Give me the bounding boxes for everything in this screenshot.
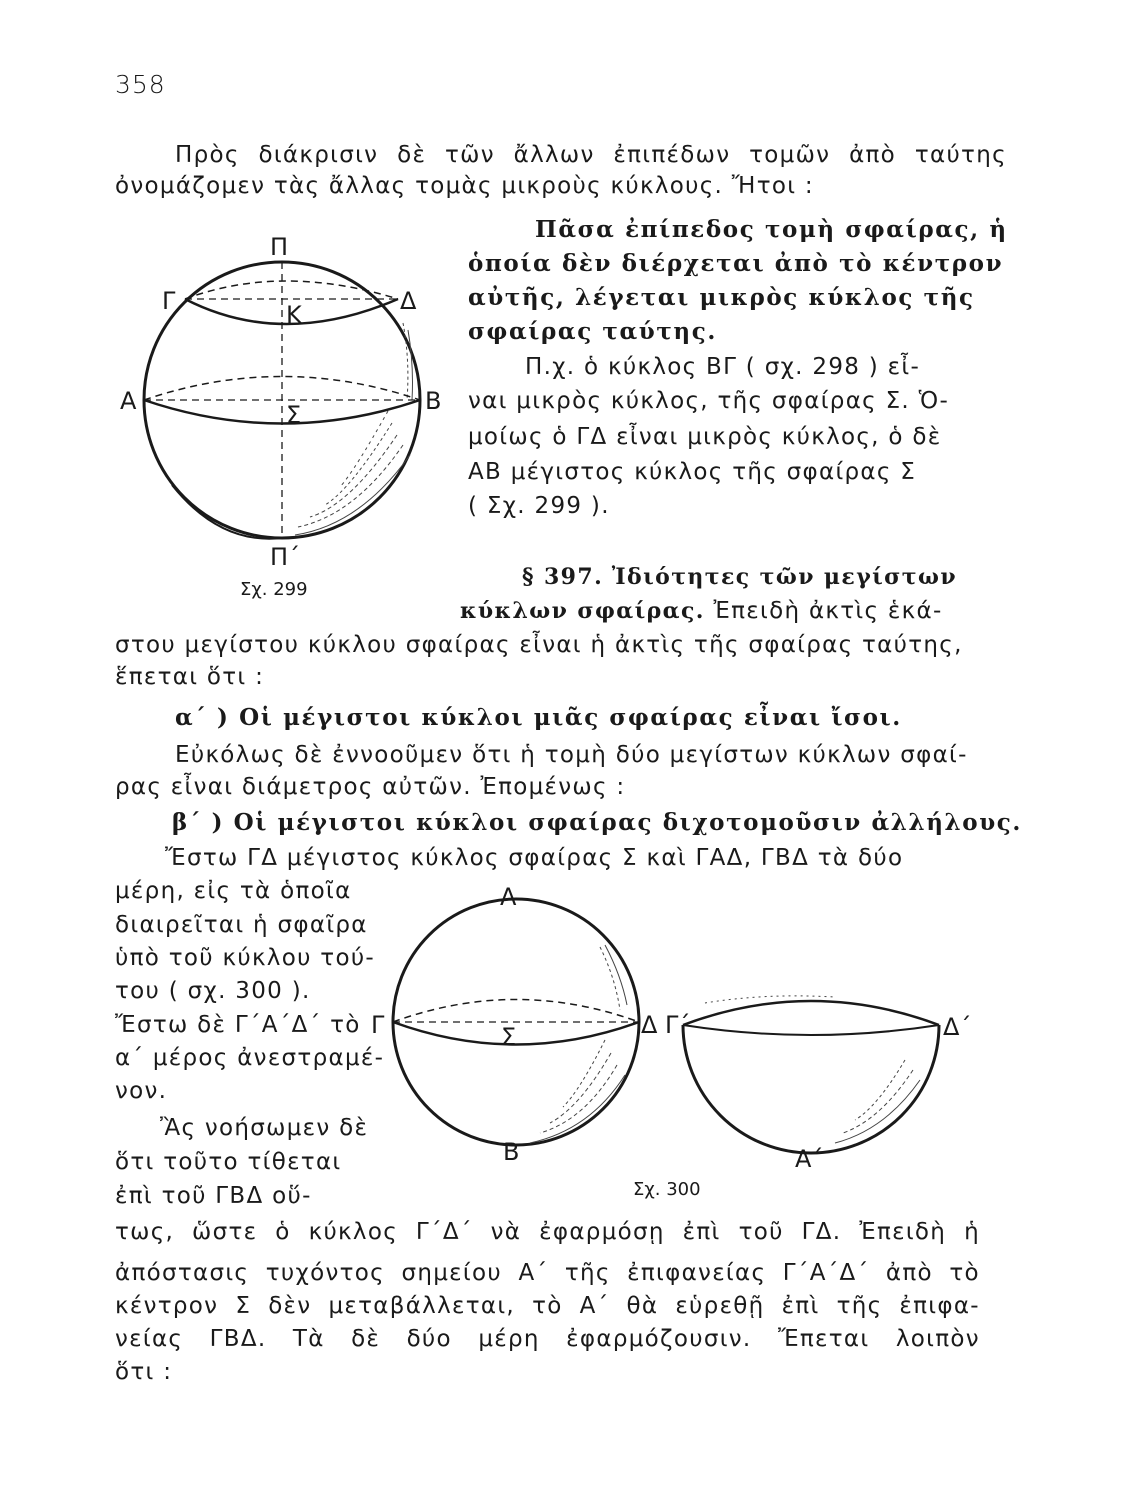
hemisphere-rim-front <box>683 1025 939 1035</box>
intro-line-1: Πρὸς διάκρισιν δὲ τῶν ἄλλων ἐπιπέδων τομῶν ἀπὸ ταύτης <box>175 142 1007 168</box>
proof-bottom-line-4: νείας ΓΒΔ. Τὰ δὲ δύο μέρη ἐφαρμόζουσιν. Ἔπεται λοιπὸν <box>115 1326 980 1352</box>
label-S: Σ <box>286 401 302 429</box>
page-number: 358 <box>115 70 166 99</box>
section-heading-line-1 <box>522 562 957 592</box>
definition-line-2: ὁποία δὲν διέρχεται ἀπὸ τὸ κέντρον <box>468 250 1004 277</box>
section-line-2: στου μεγίστου κύκλου σφαίρας εἶναι ἡ ἀκτὶς τῆς σφαίρας ταύτης, <box>115 632 963 658</box>
proof-bottom-line-3: κέντρον Σ δὲν μεταβάλλεται, τὸ Α΄ θὰ εὑρεθῇ ἐπὶ τῆς ἐπιφα- <box>115 1293 980 1319</box>
section-title-a: Ἰδιότητες τῶν μεγίστων <box>611 564 957 590</box>
after-a-line-1: Εὐκόλως δὲ ἐννοοῦμεν ὅτι ἡ τομὴ δύο μεγίστων κύκλων σφαί- <box>175 742 968 768</box>
label-P2: Π΄ <box>270 543 301 571</box>
great-circle-300-back <box>393 1000 639 1023</box>
label-G2: Γ΄ <box>665 1011 691 1039</box>
intro-line-2: ὀνομάζομεν τὰς ἄλλας τομὰς μικροὺς κύκλους. Ἤτοι : <box>115 173 814 199</box>
label-D: Δ <box>641 1011 658 1039</box>
label-P: Π <box>270 233 289 261</box>
proof-side-line-9: ὅτι τοῦτο τίθεται <box>115 1149 342 1175</box>
proof-side-line-3: ὑπὸ τοῦ κύκλου τού- <box>115 945 376 971</box>
proof-side-line-5: Ἔστω δὲ Γ΄Α΄Δ΄ τὸ <box>115 1012 361 1038</box>
label-S: Σ <box>501 1023 517 1051</box>
label-B: Β <box>503 1138 520 1166</box>
example-line-1: Π.χ. ὁ κύκλος ΒΓ ( σχ. 298 ) εἶ- <box>525 354 921 380</box>
label-G: Γ <box>371 1011 385 1039</box>
figure-300 <box>365 875 985 1205</box>
proof-side-line-1: μέρη, εἰς τὰ ὁποῖα <box>115 878 352 904</box>
figure-300-caption: Σχ. 300 <box>633 1179 701 1200</box>
figure-299 <box>110 225 460 605</box>
example-line-4: ΑΒ μέγιστος κύκλος τῆς σφαίρας Σ <box>468 459 917 485</box>
section-heading-line-2 <box>460 596 943 626</box>
proof-side-line-8: Ἂς νοήσωμεν δὲ <box>160 1115 369 1141</box>
example-line-2: ναι μικρὸς κύκλος, τῆς σφαίρας Σ. Ὁ- <box>468 388 950 414</box>
proof-bottom-line-2: ἀπόστασις τυχόντος σημείου Α΄ τῆς ἐπιφανείας Γ΄Α΄Δ΄ ἀπὸ τὸ <box>115 1260 980 1286</box>
proposition-b: β΄ ) Οἱ μέγιστοι κύκλοι σφαίρας διχοτομοῦσιν ἀλλήλους. <box>172 809 1022 836</box>
hemisphere-rim-back <box>683 1001 939 1025</box>
label-A: Α <box>120 387 137 415</box>
definition-line-4: σφαίρας ταύτης. <box>468 318 717 345</box>
proposition-a: α΄ ) Οἱ μέγιστοι κύκλοι μιᾶς σφαίρας εἶναι ἴσοι. <box>175 704 902 731</box>
label-K: Κ <box>286 301 302 329</box>
section-rest: Ἐπειδὴ ἀκτὶς ἑκά- <box>713 598 943 624</box>
label-B: Β <box>425 387 442 415</box>
definition-line-3: αὐτῆς, λέγεται μικρὸς κύκλος τῆς <box>468 284 975 311</box>
proof-side-line-2: διαιρεῖται ἡ σφαῖρα <box>115 912 368 938</box>
label-D: Δ <box>400 287 417 315</box>
figure-299-caption: Σχ. 299 <box>240 579 308 600</box>
section-line-3: ἕπεται ὅτι : <box>115 664 265 690</box>
definition-line-1: Πᾶσα ἐπίπεδος τομὴ σφαίρας, ἡ <box>535 216 1008 243</box>
example-line-3: μοίως ὁ ΓΔ εἶναι μικρὸς κύκλος, ὁ δὲ <box>468 424 942 450</box>
proof-bottom-line-5: ὅτι : <box>115 1359 173 1385</box>
proof-side-line-7: νον. <box>115 1078 168 1104</box>
section-number: § 397. <box>522 564 604 590</box>
proof-side-line-10: ἐπὶ τοῦ ΓΒΔ οὕ- <box>115 1183 312 1209</box>
label-A: Α <box>500 883 517 911</box>
example-line-5: ( Σχ. 299 ). <box>468 493 610 519</box>
proof-side-line-6: α΄ μέρος ἀνεστραμέ- <box>115 1045 385 1071</box>
label-D2: Δ΄ <box>943 1013 972 1041</box>
after-a-line-2: ρας εἶναι διάμετρος αὐτῶν. Ἐπομένως : <box>115 774 626 800</box>
small-circle-back <box>185 281 398 299</box>
proof-side-line-4: του ( σχ. 300 ). <box>115 978 311 1004</box>
section-title-b: κύκλων σφαίρας. <box>460 598 705 624</box>
label-G: Γ <box>162 287 176 315</box>
proof-bottom-line-1: τως, ὥστε ὁ κύκλος Γ΄Δ΄ νὰ ἐφαρμόσῃ ἐπὶ τοῦ ΓΔ. Ἐπειδὴ ἡ <box>115 1219 980 1245</box>
label-A2: Α΄ <box>795 1145 824 1173</box>
hemisphere-outline <box>683 1025 939 1153</box>
proof-top-line: Ἔστω ΓΔ μέγιστος κύκλος σφαίρας Σ καὶ ΓΑΔ, ΓΒΔ τὰ δύο <box>165 845 904 871</box>
